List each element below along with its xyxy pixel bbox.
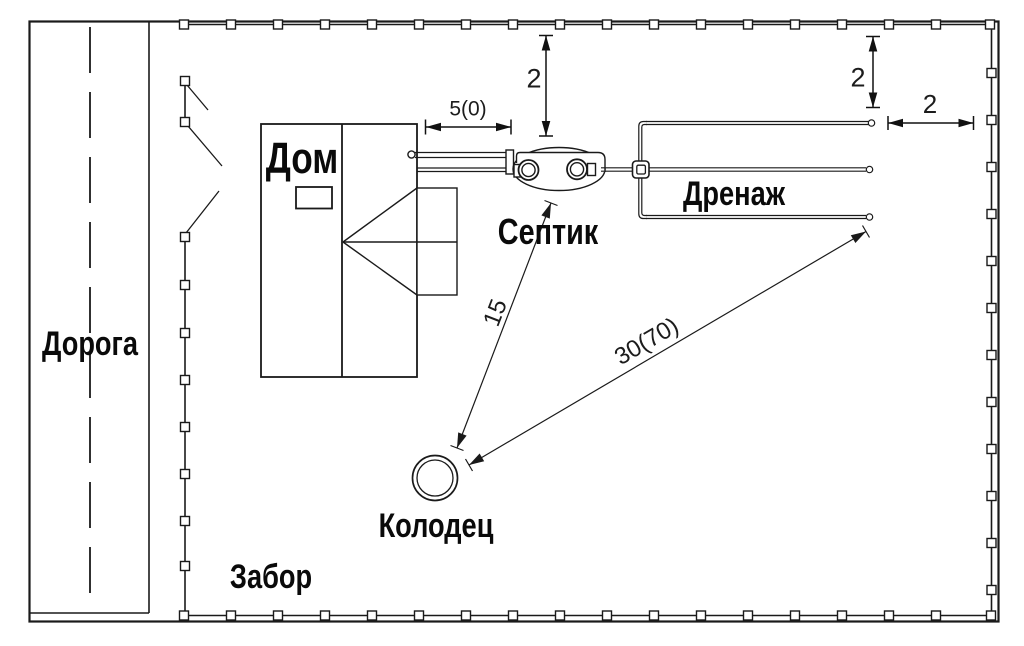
house-label: Дом: [265, 134, 339, 183]
drainage-label: Дренаж: [683, 175, 785, 213]
plot-border: [30, 22, 999, 622]
septic-tank: [513, 148, 605, 191]
septic-label: Септик: [497, 211, 599, 252]
fence-label: Забор: [229, 558, 313, 596]
outlet-pipe: [601, 168, 633, 171]
drain-vent-2: [866, 166, 872, 172]
well-circle: [413, 456, 458, 501]
gate-leaves: [186, 85, 222, 233]
dim-text-5-0: 5(0): [449, 97, 487, 121]
road-label: Дорога: [41, 325, 139, 363]
septic-flange-right: [588, 164, 596, 176]
dim-text-30-70: 30(70): [610, 312, 684, 371]
dim-well-to-drainage: [466, 226, 870, 472]
dim-text-2-drainage: 2: [850, 62, 866, 93]
sewer-pipe: [408, 150, 514, 174]
pipe-outlet-circle: [408, 151, 415, 158]
dim-fence-to-drainage: [866, 37, 880, 108]
pipe-coupling: [506, 150, 514, 174]
dim-house-to-septic: [426, 120, 512, 135]
dim-text-15: 15: [478, 295, 513, 331]
drain-vent-3: [866, 214, 872, 220]
drain-vent-1: [868, 120, 874, 126]
dim-text-2-right: 2: [922, 89, 938, 119]
well-label: Колодец: [378, 507, 494, 545]
road: [30, 22, 149, 613]
dim-text-2-septic: 2: [526, 63, 542, 94]
